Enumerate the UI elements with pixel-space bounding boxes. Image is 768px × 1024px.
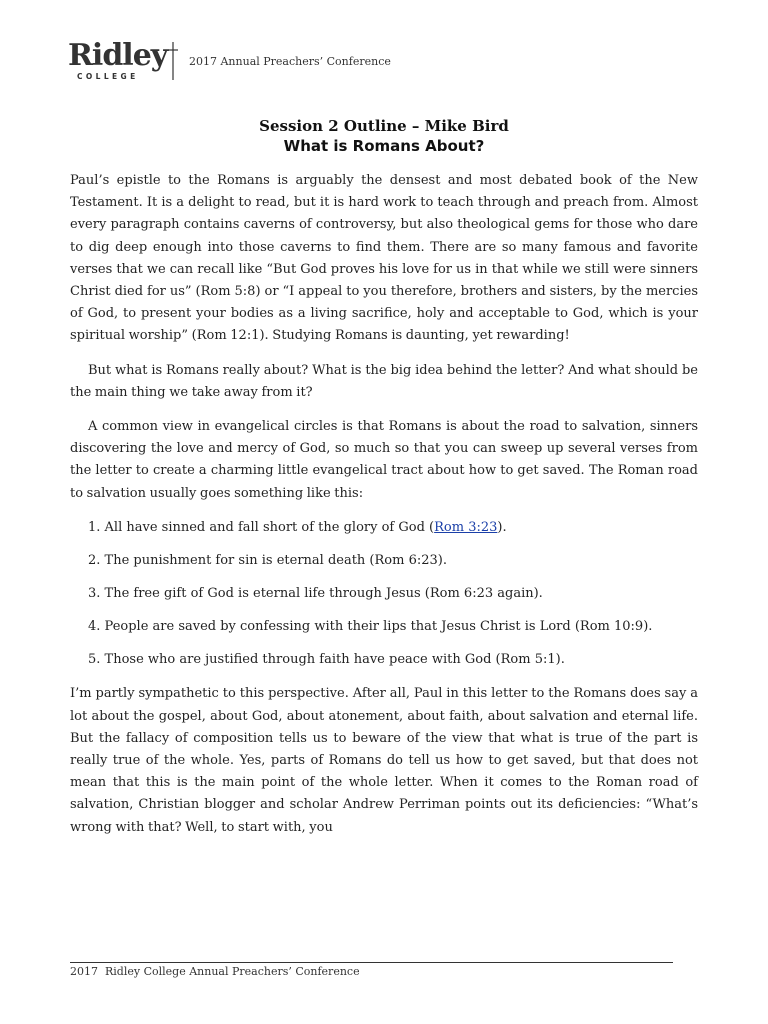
title-block	[70, 116, 698, 156]
footer-divider	[70, 962, 673, 963]
document-body	[70, 170, 698, 851]
paragraph-sympathetic: I’m partly sympathetic to this perspective. After all, Paul in this letter to the Romans does say a lot about the gospel, about God, about atonement, about faith, about salvation and eternal life. But the fallacy of composition tells us to beware of the view that what is true of the part is really true of the whole. Yes, parts of Romans do tell us how to get saved, but that does not mean that this is the main point of the whole letter. When it comes to the Roman road of salvation, Christian blogger and scholar Andrew Perriman points out its deficiencies: “What’s wrong with that? Well, to start with, you	[70, 686, 698, 835]
rom-3-23-link[interactable]: Rom 3:23	[434, 519, 498, 535]
paragraph-common-view: A common view in evangelical circles is that Romans is about the road to salvation, sinners discovering the love and mercy of God, so much so that you can sweep up several verses from the letter to create a charming little evangelical tract about how to get saved. The Roman road to salvation usually goes something like this:	[70, 419, 698, 501]
list-item: 4. People are saved by confessing with their lips that Jesus Christ is Lord (Rom 10:9).	[88, 619, 653, 635]
list-item: 3. The free gift of God is eternal life through Jesus (Rom 6:23 again).	[88, 586, 543, 602]
ridley-college-logo	[68, 38, 180, 85]
footer-label: 2017 Ridley College Annual Preachers’ Conference	[70, 965, 360, 978]
paragraph-question: But what is Romans really about? What is the big idea behind the letter? And what should be the main thing we take away from it?	[70, 362, 698, 400]
list-item-suffix: ).	[497, 519, 507, 535]
list-item: 2. The punishment for sin is eternal death (Rom 6:23).	[88, 552, 447, 568]
roman-road-list	[70, 517, 698, 672]
logo-wordmark: Ridley	[68, 38, 168, 73]
page-header	[68, 38, 708, 85]
paragraph-intro: Paul’s epistle to the Romans is arguably the densest and most debated book of the New Testament. It is a delight to read, but it is hard work to teach through and preach from. Almost every paragraph contains caverns of controversy, but also theological gems for those who dare to dig deep enough into those caverns to find them. There are so many famous and favorite verses that we can recall like “But God proves his love for us in that while we still were sinners Christ died for us” (Rom 5:8) or “I appeal to you therefore, brothers and sisters, by the mercies of God, to present your bodies as a living sacrifice, holy and acceptable to God, which is your spiritual worship” (Rom 12:1). Studying Romans is daunting, yet rewarding!	[70, 173, 698, 344]
list-item-text: 1. All have sinned and fall short of the glory of God (	[88, 519, 435, 535]
document-subtitle: What is Romans About?	[283, 137, 485, 155]
session-title: Session 2 Outline – Mike Bird	[259, 117, 509, 135]
cross-icon	[166, 41, 180, 81]
conference-header-label: 2017 Annual Preachers’ Conference	[189, 55, 391, 68]
list-item	[88, 517, 698, 539]
logo-subtitle: COLLEGE	[77, 72, 139, 81]
list-item: 5. Those who are justified through faith have peace with God (Rom 5:1).	[88, 652, 565, 668]
